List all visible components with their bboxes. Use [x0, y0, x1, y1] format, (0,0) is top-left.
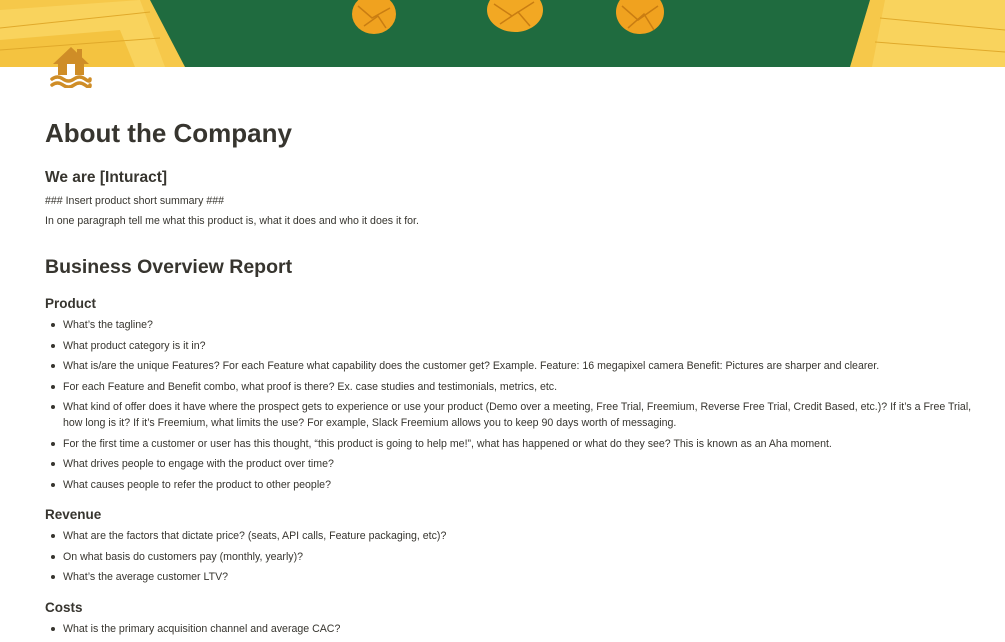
list-item[interactable]: What causes people to refer the product to other people?: [45, 477, 985, 493]
page-title[interactable]: About the Company: [45, 118, 292, 148]
product-summary-placeholder[interactable]: ### Insert product short summary ###: [45, 195, 225, 207]
intro-instruction[interactable]: In one paragraph tell me what this product is, what it does and who it does it for.: [45, 215, 419, 227]
cover-image[interactable]: [0, 0, 1005, 67]
list-item[interactable]: What are the factors that dictate price? (seats, API calls, Feature packaging, etc)?: [45, 528, 985, 544]
revenue-heading[interactable]: Revenue: [45, 507, 102, 522]
list-item[interactable]: For each Feature and Benefit combo, what proof is there? Ex. case studies and testimonials, metrics, etc.: [45, 379, 985, 395]
costs-heading[interactable]: Costs: [45, 600, 83, 615]
list-item[interactable]: What’s the tagline?: [45, 317, 985, 333]
list-item[interactable]: What kind of offer does it have where the prospect gets to experience or use your product (Demo over a meeting, Free Trial, Freemium, Reverse Free Trial, Credit Based, etc.)? If it’s a Free Trial, how long is it? If it’s Freemium, what limits the use? For example, Slack Freemium allows you to keep 90 days worth of messaging.: [45, 399, 985, 431]
product-heading[interactable]: Product: [45, 296, 97, 311]
list-item[interactable]: What drives people to engage with the product over time?: [45, 456, 985, 472]
revenue-question-list: [45, 528, 985, 590]
product-question-list: [45, 317, 985, 497]
cover-illustration: [0, 0, 1005, 67]
list-item[interactable]: What’s the average customer LTV?: [45, 569, 985, 585]
list-item[interactable]: What is the primary acquisition channel and average CAC?: [45, 621, 985, 637]
list-item[interactable]: What product category is it in?: [45, 338, 985, 354]
house-flood-icon[interactable]: [49, 42, 93, 88]
list-item[interactable]: For the first time a customer or user has this thought, “this product is going to help me!”, what has happened or what do they see? This is known as an Aha moment.: [45, 436, 985, 452]
overview-heading[interactable]: Business Overview Report: [45, 256, 293, 278]
list-item[interactable]: What is/are the unique Features? For each Feature what capability does the customer get? Example. Feature: 16 megapixel camera Benefit: Pictures are sharper and clearer.: [45, 358, 985, 374]
list-item[interactable]: On what basis do customers pay (monthly, yearly)?: [45, 549, 985, 565]
intro-heading[interactable]: We are [Inturact]: [45, 169, 168, 186]
costs-question-list: [45, 621, 985, 642]
